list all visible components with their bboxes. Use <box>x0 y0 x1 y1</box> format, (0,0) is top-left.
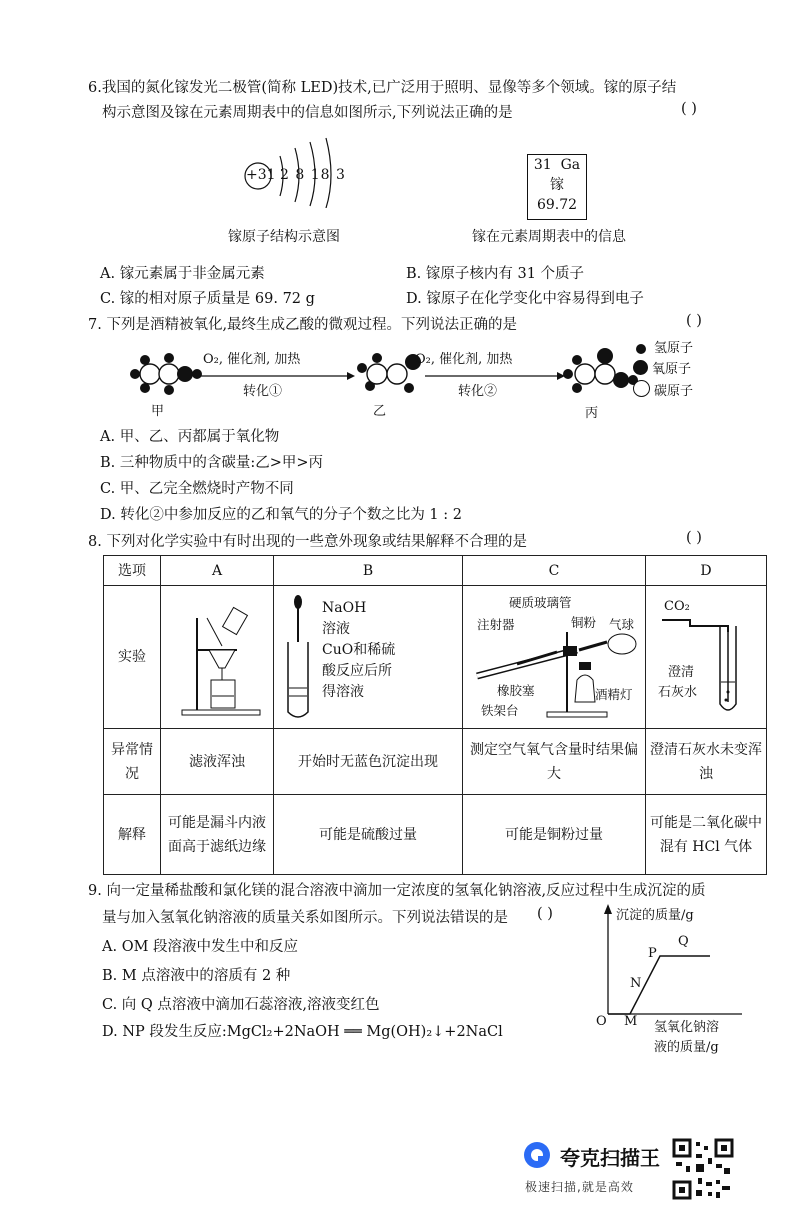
label-yi: 乙 <box>373 404 387 419</box>
q6-stem-line2: 构示意图及镓在元素周期表中的信息如图所示,下列说法正确的是 <box>102 105 513 121</box>
q9-stem-line2: 量与加入氢氧化钠溶液的质量关系如图所示。下列说法错误的是 <box>102 910 508 926</box>
header-cell: B <box>274 556 463 586</box>
abnormal-b: 开始时无蓝色沉淀出现 <box>274 729 463 795</box>
table-row <box>104 795 767 875</box>
abnormal-c: 测定空气氧气含量时结果偏大 <box>463 729 646 795</box>
element-name: 镓 <box>550 177 564 193</box>
atom-caption: 镓原子结构示意图 <box>228 229 340 245</box>
q9-option-b: B. M 点溶液中的溶质有 2 种 <box>102 968 291 984</box>
q6-option-b: B. 镓原子核内有 31 个质子 <box>406 266 585 282</box>
q6-answer-paren: ( ) <box>681 101 697 117</box>
atom-nucleus: +31 <box>246 167 276 183</box>
abnormal-a: 滤液浑浊 <box>161 729 274 795</box>
q6-option-a: A. 镓元素属于非金属元素 <box>100 266 265 282</box>
experiment-b-cell <box>274 586 463 729</box>
explain-d: 可能是二氧化碳中混有 HCl 气体 <box>646 795 767 875</box>
label-jia: 甲 <box>151 404 165 419</box>
graph-origin: O <box>596 1014 607 1029</box>
graph-ylabel: 沉淀的质量/g <box>616 908 694 923</box>
explain-a: 可能是漏斗内液面高于滤纸边缘 <box>161 795 274 875</box>
q9-precipitate-graph <box>592 904 752 1054</box>
footer-slogan: 极速扫描,就是高效 <box>525 1180 634 1194</box>
graph-xlabel-1: 氢氧化钠溶 <box>654 1020 720 1035</box>
legend-oxygen: 氧原子 <box>652 362 692 377</box>
molecule-yi <box>357 353 421 393</box>
footer-brand: 夸克扫描王 <box>560 1146 660 1170</box>
abnormal-d: 澄清石灰水未变浑浊 <box>646 729 767 795</box>
table-row <box>104 586 767 729</box>
d-label-limewater-2: 石灰水 <box>658 685 698 700</box>
q9-option-c: C. 向 Q 点溶液中滴加石蕊溶液,溶液变红色 <box>102 997 380 1013</box>
carbon-legend-icon <box>633 380 650 397</box>
graph-point-n: N <box>630 976 642 991</box>
q9-option-d: D. NP 段发生反应:MgCl₂+2NaOH ══ Mg(OH)₂↓+2NaCl <box>102 1024 503 1040</box>
graph-point-m: M <box>624 1014 638 1029</box>
molecule-bing <box>563 348 638 393</box>
periodic-table-cell <box>527 154 587 220</box>
q7-answer-paren: ( ) <box>686 313 702 329</box>
header-cell: 选项 <box>104 556 161 586</box>
arrow-2-condition: O₂, 催化剂, 加热 <box>415 352 513 367</box>
c-label-copper: 铜粉 <box>571 615 597 630</box>
oxygen-legend-icon <box>633 360 648 375</box>
q9-stem-line1: 9. 向一定量稀盐酸和氯化镁的混合溶液中滴加一定浓度的氢氧化钠溶液,反应过程中生成沉淀的质 <box>88 883 706 899</box>
legend-hydrogen: 氢原子 <box>654 341 694 356</box>
explain-c: 可能是铜粉过量 <box>463 795 646 875</box>
element-mass: 69.72 <box>536 197 578 213</box>
q6-option-d: D. 镓原子在化学变化中容易得到电子 <box>406 291 644 307</box>
b-label-naoh: NaOH <box>322 600 367 616</box>
graph-point-p: P <box>648 946 657 961</box>
atom-structure-diagram <box>240 128 360 208</box>
c-label-stopper: 橡胶塞 <box>497 683 535 698</box>
q7-option-d: D. 转化②中参加反应的乙和氧气的分子个数之比为 1 : 2 <box>100 507 462 523</box>
table-row <box>104 729 767 795</box>
experiment-d-cell <box>646 586 767 729</box>
element-caption: 镓在元素周期表中的信息 <box>472 229 626 245</box>
row-label-explain: 解释 <box>104 795 161 875</box>
q7-option-c: C. 甲、乙完全燃烧时产物不同 <box>100 481 294 497</box>
b-label-cuo: CuO和稀硫 <box>322 642 396 658</box>
q7-option-a: A. 甲、乙、丙都属于氧化物 <box>100 429 280 445</box>
table-header-row <box>104 556 767 586</box>
arrow-1-label: 转化① <box>243 384 283 399</box>
d-label-co2: CO₂ <box>664 599 690 614</box>
element-number: 31 <box>533 157 552 173</box>
q7-legend <box>633 338 693 402</box>
header-cell: A <box>161 556 274 586</box>
c-label-tube: 硬质玻璃管 <box>509 595 572 610</box>
c-label-stand: 铁架台 <box>481 703 519 718</box>
c-label-lamp: 酒精灯 <box>595 687 633 702</box>
explain-b: 可能是硫酸过量 <box>274 795 463 875</box>
arrow-2-label: 转化② <box>458 384 498 399</box>
q7-stem: 7. 下列是酒精被氧化,最终生成乙酸的微观过程。下列说法正确的是 <box>88 317 518 333</box>
row-label-abnormal: 异常情况 <box>104 729 161 795</box>
q8-answer-paren: ( ) <box>686 530 702 546</box>
q6-option-c: C. 镓的相对原子质量是 69. 72 g <box>100 291 315 307</box>
q6-stem-line1: 6.我国的氮化镓发光二极管(简称 LED)技术,已广泛用于照明、显像等多个领域。镓的原子结 <box>88 80 677 96</box>
header-cell: D <box>646 556 767 586</box>
experiment-c-cell <box>463 586 646 729</box>
d-label-limewater-1: 澄清 <box>668 665 695 680</box>
hydrogen-legend-icon <box>636 344 646 354</box>
q7-option-b: B. 三种物质中的含碳量:乙>甲>丙 <box>100 455 324 471</box>
q8-table <box>103 555 767 875</box>
row-label-experiment: 实验 <box>104 586 161 729</box>
arrow-1-condition: O₂, 催化剂, 加热 <box>203 352 301 367</box>
element-symbol: Ga <box>560 157 581 173</box>
graph-point-q: Q <box>678 934 689 949</box>
label-bing: 丙 <box>585 406 599 421</box>
q9-answer-paren: ( ) <box>537 906 553 922</box>
q8-stem: 8. 下列对化学实验中有时出现的一些意外现象或结果解释不合理的是 <box>88 534 527 550</box>
b-label-result: 得溶液 <box>322 684 364 700</box>
q9-option-a: A. OM 段溶液中发生中和反应 <box>102 939 299 955</box>
test-tube-dropper-icon <box>280 592 320 722</box>
experiment-a-cell <box>161 586 274 729</box>
header-cell: C <box>463 556 646 586</box>
quark-logo-icon <box>522 1140 552 1170</box>
c-label-syringe: 注射器 <box>477 617 515 632</box>
b-label-solution: 溶液 <box>322 621 350 637</box>
c-label-balloon: 气球 <box>609 617 635 632</box>
b-label-acid: 酸反应后所 <box>322 663 392 679</box>
qr-code-icon <box>672 1138 734 1200</box>
molecule-jia <box>130 353 202 395</box>
legend-carbon: 碳原子 <box>654 384 694 399</box>
filtration-apparatus-icon <box>167 588 267 718</box>
atom-shells: 2 8 18 3 <box>280 167 346 183</box>
graph-xlabel-2: 液的质量/g <box>654 1040 719 1055</box>
